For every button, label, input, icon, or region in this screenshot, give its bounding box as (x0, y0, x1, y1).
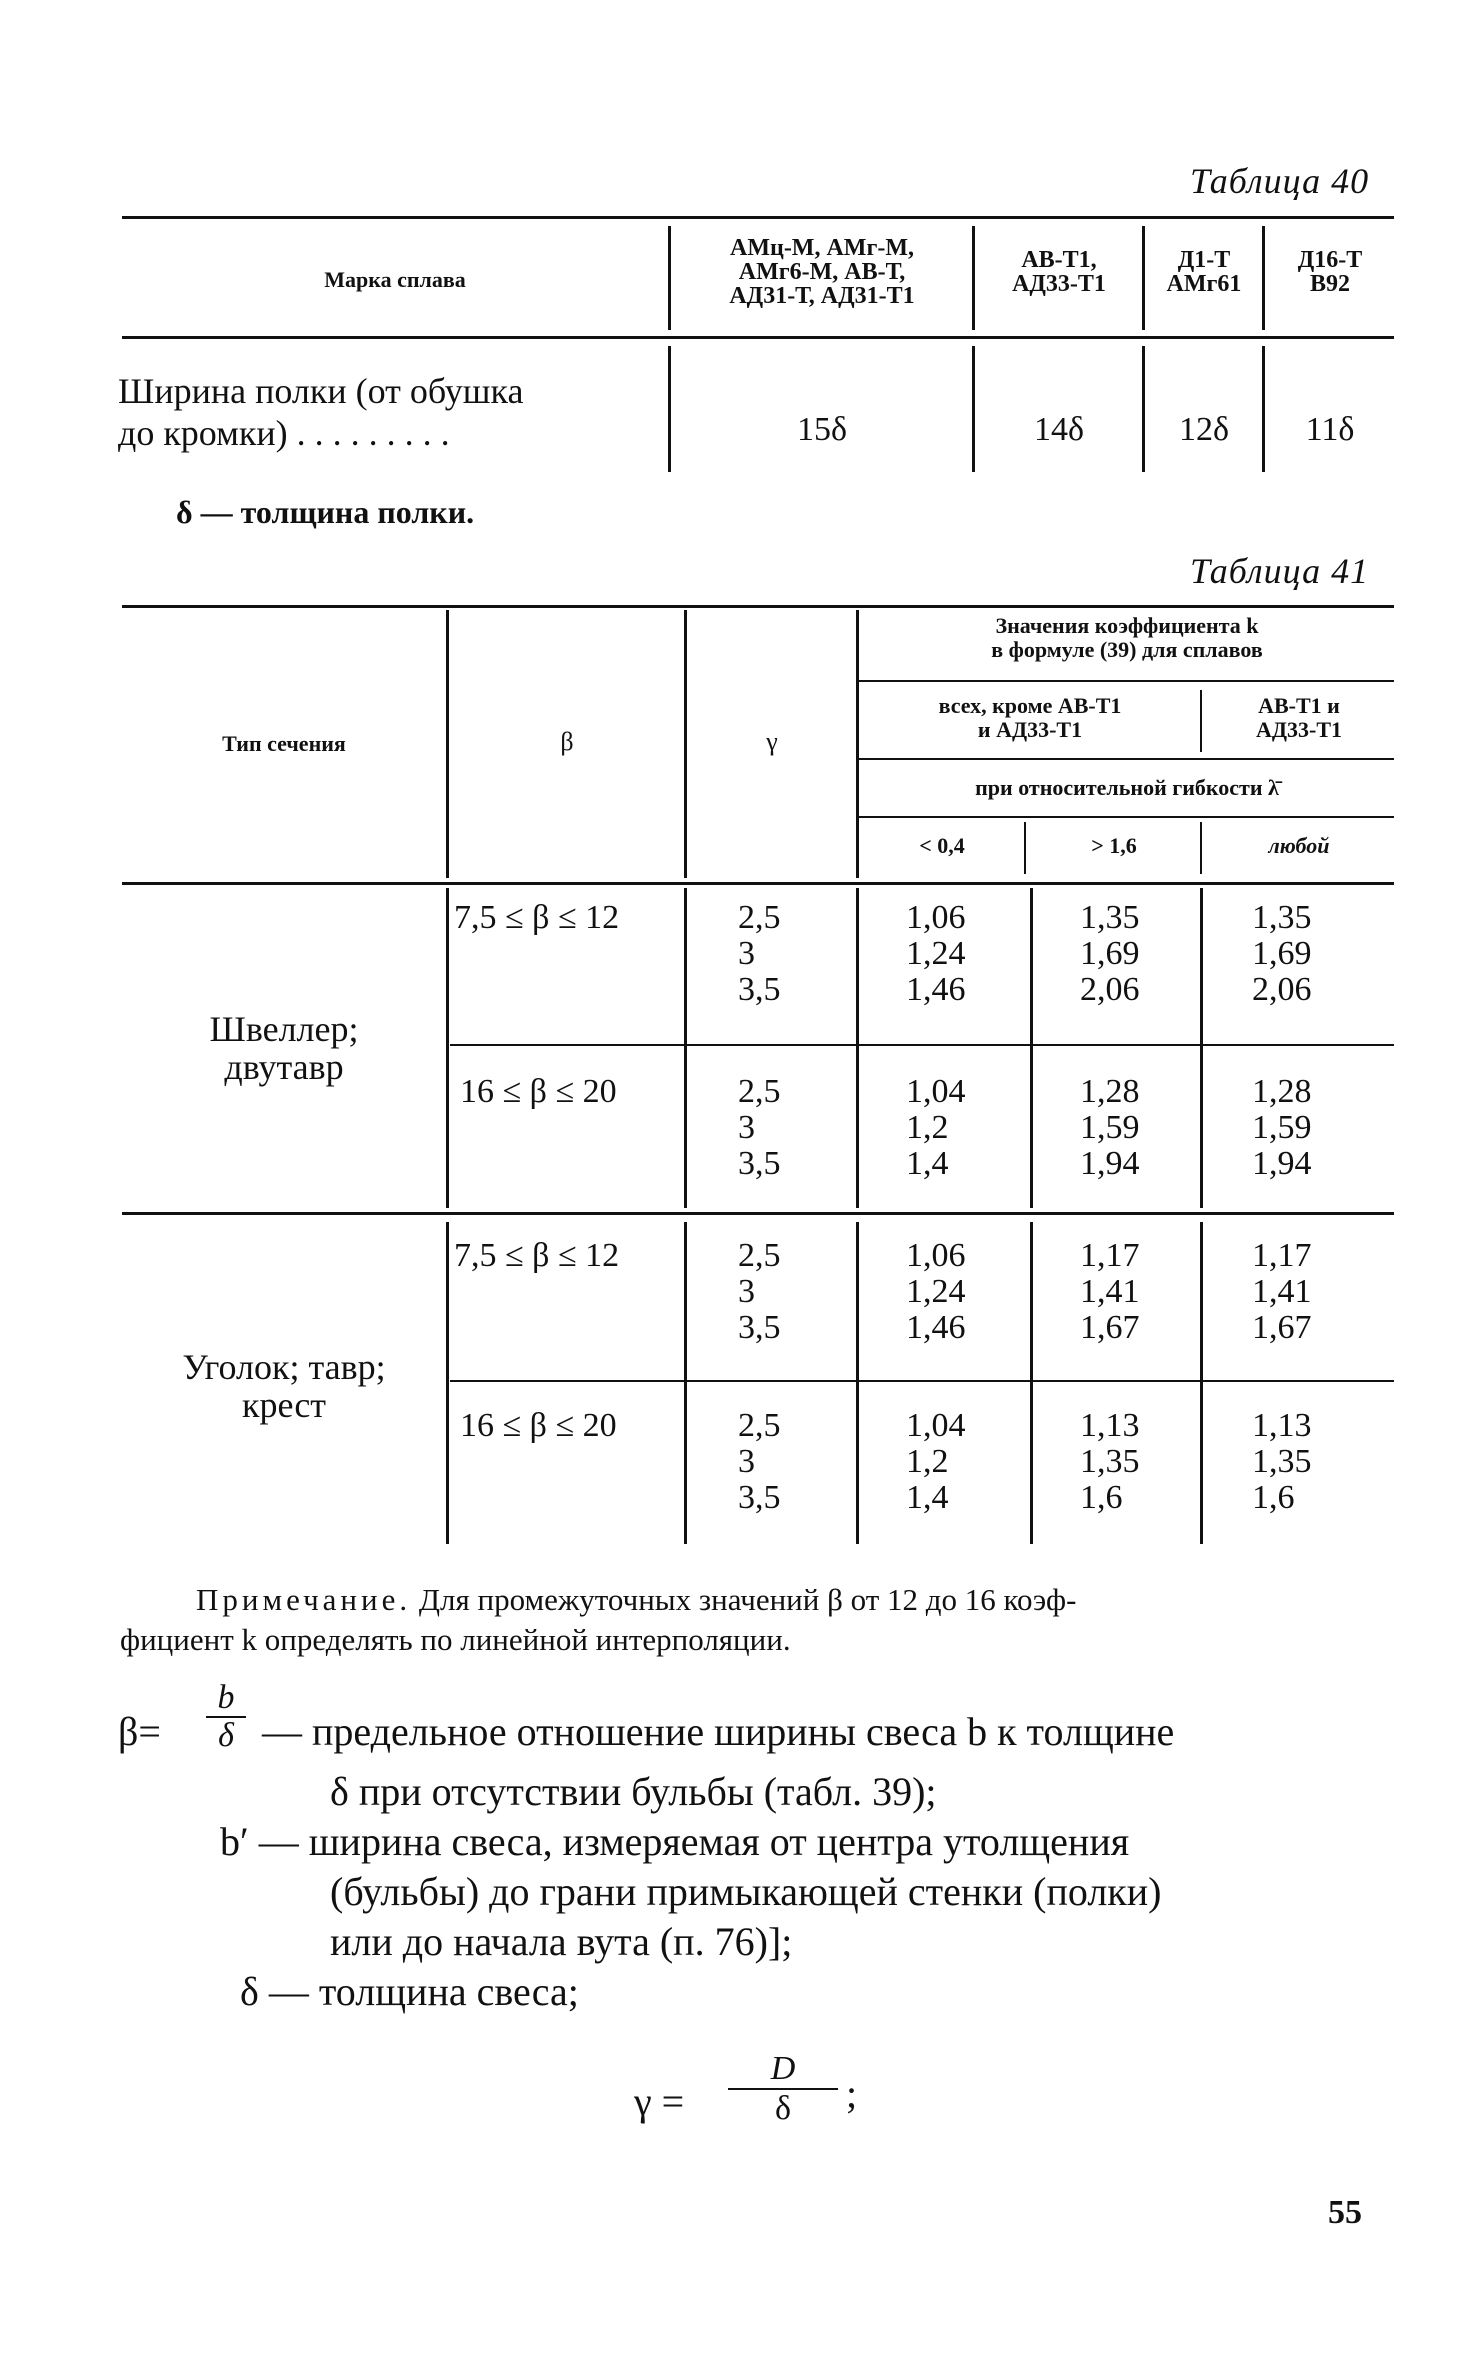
divider (856, 888, 859, 1208)
divider (972, 226, 975, 330)
page-number: 55 (1328, 2194, 1362, 2231)
divider (1262, 346, 1265, 472)
header-slenderness: при относительной гибкости λ̄ (975, 775, 1279, 800)
divider (1200, 1222, 1203, 1544)
header-k-title: Значения коэффициента k в формуле (39) для сплавов (991, 613, 1263, 662)
header-gamma: γ (766, 727, 778, 756)
table40-header-col2: АВ-Т1, АД33-Т1 (1012, 247, 1106, 297)
table40-header-col3: Д1-Т АМг61 (1166, 247, 1242, 297)
gamma-tail: ; (846, 2071, 858, 2116)
divider (972, 346, 975, 472)
header-rule (858, 816, 1394, 818)
table40-caption: Таблица 40 (1190, 161, 1370, 201)
group-type: Уголок; тавр; крест (182, 1347, 386, 1425)
k-values: 1,35 1,69 2,06 (1080, 899, 1140, 1008)
gamma-fraction: D δ (728, 2050, 838, 2128)
beta-lhs: β= (118, 1709, 161, 1754)
group-rule (122, 1212, 1394, 1215)
divider (1024, 822, 1026, 874)
header-alloys-av: АВ-Т1 и АД33-Т1 (1255, 693, 1343, 742)
k-values: 1,28 1,59 1,94 (1080, 1073, 1140, 1182)
table40-value: 14δ (1033, 411, 1085, 448)
divider (668, 226, 671, 330)
bprime-definition-cont: (бульбы) до грани примыкающей стенки (полки) (330, 1869, 1162, 1914)
k-values: 1,17 1,41 1,67 (1080, 1237, 1140, 1346)
divider (856, 1222, 859, 1544)
k-values: 1,17 1,41 1,67 (1252, 1237, 1312, 1346)
table40-header-rule (122, 336, 1394, 339)
divider (684, 888, 687, 1208)
k-values: 1,06 1,24 1,46 (906, 1237, 966, 1346)
divider (1142, 346, 1145, 472)
divider (1262, 226, 1265, 330)
table40-value: 11δ (1305, 411, 1355, 448)
table41-note: Примечание. Для промежуточных значений β от 12 до 16 коэф- (196, 1582, 1077, 1617)
gamma-values: 2,5 3 3,5 (738, 1073, 781, 1182)
header-section-type: Тип сечения (222, 731, 346, 756)
header-rule (858, 680, 1394, 682)
header-any: любой (1268, 833, 1330, 858)
table40-header-col1: АМц-М, АМг-М, АМг6-М, АВ-Т, АД31-Т, АД31-Т1 (729, 235, 915, 309)
k-values: 1,06 1,24 1,46 (906, 899, 966, 1008)
table40-value: 15δ (796, 411, 848, 448)
table40-header-alloy-grade: Марка сплава (324, 267, 466, 292)
divider (1200, 888, 1203, 1208)
divider (1142, 226, 1145, 330)
delta-definition: δ — толщина свеса; (240, 1969, 579, 2014)
header-gt: > 1,6 (1091, 833, 1137, 858)
table41-caption: Таблица 41 (1190, 551, 1370, 591)
table40-row-label: Ширина полки (от обушка до кромки) . . . . . . . . . (118, 371, 524, 453)
beta-range: 16 ≤ β ≤ 20 (460, 1407, 617, 1444)
subgroup-rule (450, 1380, 1394, 1382)
table40-footnote: δ — толщина полки. (176, 494, 475, 530)
k-values: 1,28 1,59 1,94 (1252, 1073, 1312, 1182)
table41-note-cont: фициент k определять по линейной интерполяции. (120, 1622, 791, 1657)
table40-value: 12δ (1178, 411, 1230, 448)
table41-top-rule (122, 605, 1394, 608)
group-type: Швеллер; двутавр (209, 1009, 359, 1087)
gamma-values: 2,5 3 3,5 (738, 1407, 781, 1516)
bprime-definition-cont: или до начала вута (п. 76)]; (330, 1919, 793, 1964)
beta-range: 7,5 ≤ β ≤ 12 (454, 1237, 620, 1274)
header-alloys-all: всех, кроме АВ-Т1 и АД33-Т1 (938, 693, 1122, 742)
divider (684, 1222, 687, 1544)
header-lt: < 0,4 (919, 833, 965, 858)
divider (446, 888, 449, 1208)
divider (1030, 1222, 1033, 1544)
k-values: 1,04 1,2 1,4 (906, 1407, 966, 1516)
gamma-lhs: γ = (634, 2079, 685, 2124)
divider (1200, 822, 1202, 874)
divider (684, 610, 687, 878)
subgroup-rule (450, 1044, 1394, 1046)
beta-range: 7,5 ≤ β ≤ 12 (454, 899, 620, 936)
k-values: 1,13 1,35 1,6 (1080, 1407, 1140, 1516)
divider (446, 610, 449, 878)
divider (668, 346, 671, 472)
k-values: 1,13 1,35 1,6 (1252, 1407, 1312, 1516)
header-beta: β (560, 727, 574, 756)
divider (1030, 888, 1033, 1208)
beta-definition-cont: δ при отсутствии бульбы (табл. 39); (330, 1769, 937, 1814)
table41-header-rule (122, 882, 1394, 885)
bprime-definition: b′ — ширина свеса, измеряемая от центра утолщения (220, 1819, 1130, 1864)
table40-header-col4: Д16-Т В92 (1297, 247, 1363, 297)
gamma-values: 2,5 3 3,5 (738, 1237, 781, 1346)
k-values: 1,35 1,69 2,06 (1252, 899, 1312, 1008)
beta-fraction: b δ (206, 1680, 246, 1754)
gamma-values: 2,5 3 3,5 (738, 899, 781, 1008)
beta-definition: — предельное отношение ширины свеса b к толщине (262, 1709, 1175, 1754)
divider (446, 1222, 449, 1544)
divider (1200, 690, 1202, 752)
header-rule (858, 758, 1394, 760)
k-values: 1,04 1,2 1,4 (906, 1073, 966, 1182)
divider (856, 610, 859, 878)
beta-range: 16 ≤ β ≤ 20 (460, 1073, 617, 1110)
table40-top-rule (122, 216, 1394, 219)
